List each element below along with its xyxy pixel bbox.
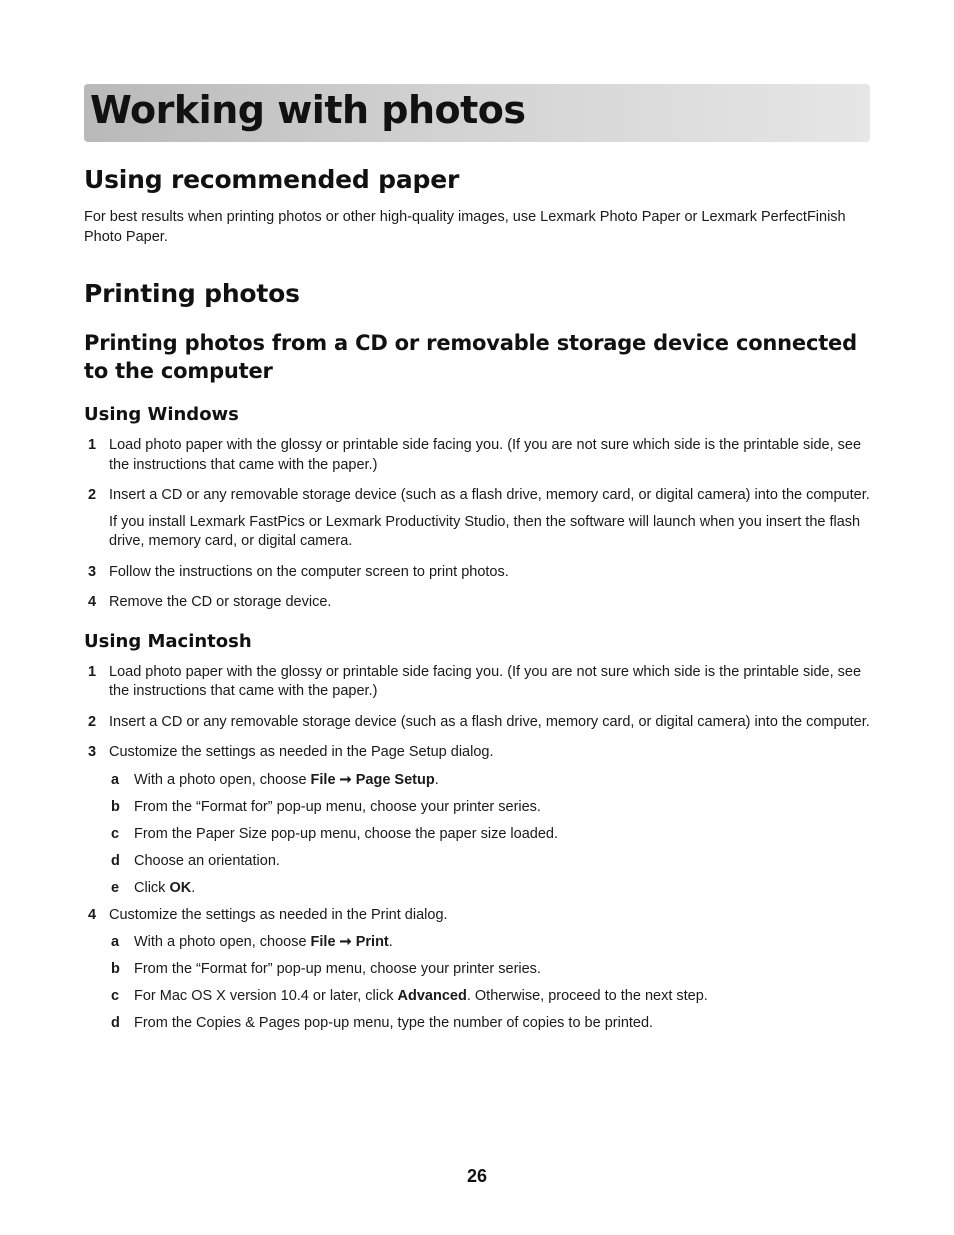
step-number: 2 [88, 713, 97, 730]
heading-using-macintosh: Using Macintosh [84, 630, 252, 652]
page-number: 26 [466, 1166, 488, 1186]
substep [109, 852, 870, 872]
windows-step-3 [84, 563, 870, 583]
substep-text: Choose an orientation. [134, 852, 280, 869]
substep [109, 771, 870, 791]
substep-text-tail: . Otherwise, proceed to the next step. [466, 988, 708, 1004]
step-number: 3 [88, 563, 97, 580]
substep-text: From the “Format for” pop-up menu, choose your printer series. [134, 798, 541, 815]
substep-letter: d [111, 1015, 120, 1031]
substep-letter: b [111, 961, 120, 977]
step-text: Insert a CD or any removable storage device (such as a flash drive, memory card, or digital camera) into the computer. [109, 713, 870, 730]
step-text: Insert a CD or any removable storage device (such as a flash drive, memory card, or digital camera) into the computer. [109, 487, 870, 503]
button-name: Advanced [397, 988, 467, 1004]
step-text: Load photo paper with the glossy or printable side facing you. (If you are not sure which side is the printable side, see the instructions that came with the paper.) [109, 437, 862, 473]
substep-punct: . [434, 771, 439, 788]
recommended-paper-text: For best results when printing photos or other high-quality images, use Lexmark Photo Paper or Lexmark PerfectFinish Photo Paper. [84, 209, 846, 245]
substep-letter: d [111, 852, 120, 869]
substep-letter: a [111, 771, 120, 788]
substep-letter: b [111, 798, 120, 815]
page-content [84, 165, 870, 1041]
mac-steps [84, 663, 870, 1034]
step-number: 4 [88, 906, 97, 923]
mac-step-4 [84, 906, 870, 1034]
step-text: Remove the CD or storage device. [109, 594, 332, 610]
mac-step-4-substeps [109, 933, 870, 1034]
mac-step-3-substeps [109, 771, 870, 899]
substep-punct: . [388, 934, 393, 950]
step-number: 3 [88, 744, 97, 760]
substep [109, 825, 870, 845]
chapter-title: Working with photos [90, 88, 526, 132]
substep [109, 798, 870, 818]
substep-text: With a photo open, choose [134, 934, 311, 950]
substep-punct: . [191, 879, 196, 896]
chapter-title-banner [84, 84, 870, 142]
substep-letter: c [111, 988, 120, 1004]
substep [109, 879, 870, 899]
substep [109, 1014, 870, 1034]
mac-step-2 [84, 713, 870, 733]
substep-text: From the Copies & Pages pop-up menu, type the number of copies to be printed. [134, 1015, 654, 1031]
heading-printing-photos: Printing photos [84, 279, 300, 308]
windows-step-4 [84, 593, 870, 613]
windows-step-2 [84, 486, 870, 552]
substep-text: From the “Format for” pop-up menu, choose your printer series. [134, 961, 541, 977]
substep-letter: a [111, 934, 120, 950]
step-text: Load photo paper with the glossy or printable side facing you. (If you are not sure which side is the printable side, see the instructions that came with the paper.) [109, 663, 862, 699]
heading-using-windows: Using Windows [84, 404, 239, 425]
heading-recommended-paper: Using recommended paper [84, 165, 460, 194]
substep-text: From the Paper Size pop-up menu, choose the paper size loaded. [134, 825, 558, 842]
substep-text: For Mac OS X version 10.4 or later, click [134, 988, 398, 1004]
substep [109, 987, 870, 1007]
step-number: 1 [88, 663, 97, 680]
substep [109, 933, 870, 953]
button-name: OK [169, 879, 192, 896]
mac-step-3 [84, 743, 870, 898]
step-text: Follow the instructions on the computer screen to print photos. [109, 563, 509, 580]
mac-step-1 [84, 663, 870, 702]
step-number: 2 [88, 487, 97, 503]
heading-cd-removable: Printing photos from a CD or removable storage device connected to the computer [84, 331, 857, 383]
substep-letter: e [111, 879, 120, 896]
substep-text: Click [134, 879, 170, 896]
menu-path: File ➞ Print [310, 934, 389, 950]
step-note: If you install Lexmark FastPics or Lexmark Productivity Studio, then the software will launch when you insert the flash drive, memory card, or digital camera. [109, 513, 861, 549]
substep [109, 960, 870, 980]
step-number: 1 [88, 437, 97, 453]
substep-text: With a photo open, choose [134, 771, 311, 788]
step-text: Customize the settings as needed in the Print dialog. [109, 906, 448, 923]
step-number: 4 [88, 594, 97, 610]
windows-steps [84, 436, 870, 613]
step-text: Customize the settings as needed in the Page Setup dialog. [109, 744, 494, 760]
menu-path: File ➞ Page Setup [310, 771, 435, 788]
substep-letter: c [111, 825, 120, 842]
windows-step-1 [84, 436, 870, 475]
